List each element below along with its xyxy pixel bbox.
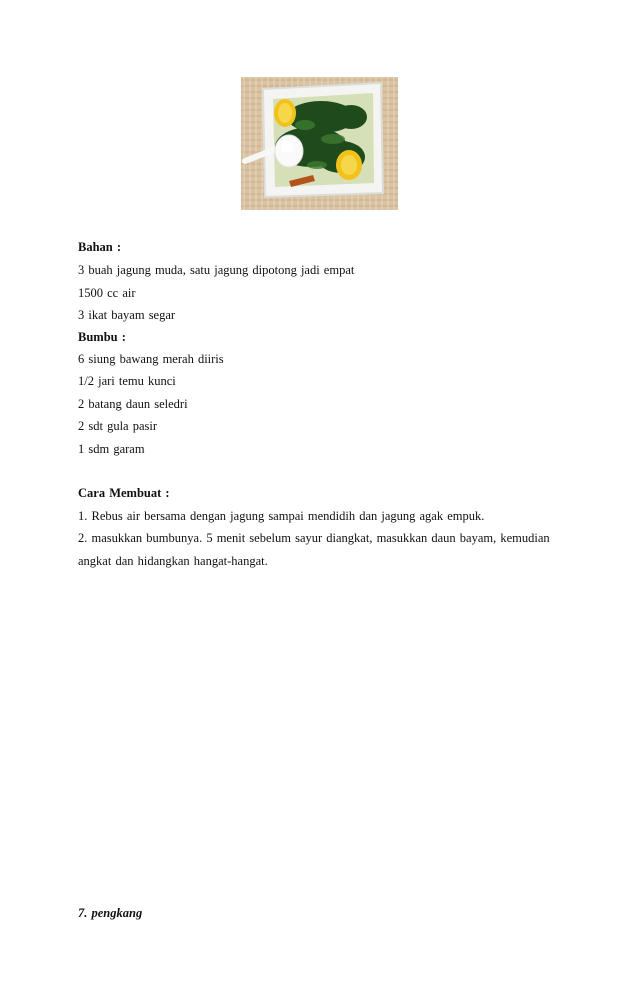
spice-item: 1 sdm garam	[78, 442, 145, 456]
spice-item: 1/2 jari temu kunci	[78, 374, 176, 388]
recipe-photo	[241, 77, 398, 210]
bumbu-heading: Bumbu :	[78, 330, 126, 344]
page-footer-label: 7. pengkang	[78, 906, 143, 920]
ingredient-item: 3 buah jagung muda, satu jagung dipotong jadi empat	[78, 263, 355, 277]
bahan-heading: Bahan :	[78, 240, 122, 254]
corn-piece-icon	[274, 99, 296, 127]
ingredient-item: 3 ikat bayam segar	[78, 308, 176, 322]
spice-item: 2 batang daun seledri	[78, 397, 188, 411]
spice-item: 2 sdt gula pasir	[78, 419, 158, 433]
ingredient-item: 1500 cc air	[78, 286, 136, 300]
cara-membuat-heading: Cara Membuat :	[78, 486, 170, 500]
soup-bowl-image	[241, 77, 398, 210]
instruction-step: 2. masukkan bumbunya. 5 menit sebelum sayur diangkat, masukkan daun bayam, kemudian	[78, 531, 550, 545]
instruction-step-continued: angkat dan hidangkan hangat-hangat.	[78, 554, 268, 568]
instruction-step: 1. Rebus air bersama dengan jagung sampai mendidih dan jagung agak empuk.	[78, 509, 485, 523]
spice-item: 6 siung bawang merah diiris	[78, 352, 224, 366]
